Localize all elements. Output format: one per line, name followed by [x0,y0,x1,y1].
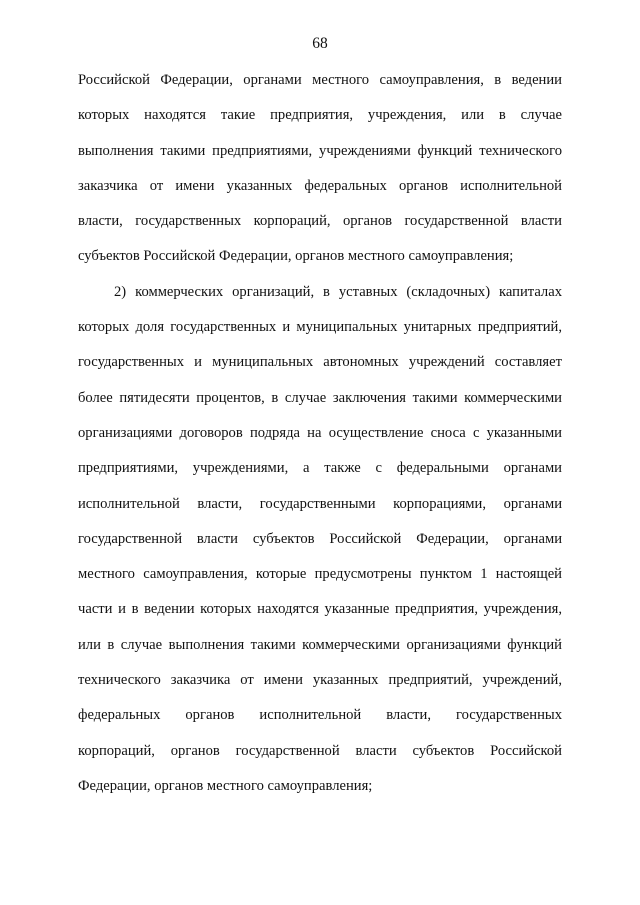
text-line: заказчика от имени указанных федеральных органов исполнительной [78,177,562,194]
text-line: субъектов Российской Федерации, органов местного самоуправления; [78,248,514,265]
text-line: Российской Федерации, органами местного самоуправления, в ведении [78,72,562,88]
page-number: 68 [312,35,328,52]
text-line: технического заказчика от имени указанных предприятий, учреждений, [78,672,562,689]
text-line: местного самоуправления, которые предусмотрены пунктом 1 настоящей [78,566,562,583]
text-line: которых находятся такие предприятия, учреждения, или в случае [78,107,562,124]
text-line: выполнения такими предприятиями, учреждениями функций технического [78,142,562,159]
text-line: части и в ведении которых находятся указанные предприятия, учреждения, [78,601,562,618]
text-line: организациями договоров подряда на осуществление сноса с указанными [78,424,562,441]
text-line: государственных и муниципальных автономных учреждений составляет [78,354,562,371]
text-line: исполнительной власти, государственными корпорациями, органами [78,495,562,512]
text-line: которых доля государственных и муниципальных унитарных предприятий, [78,319,562,336]
text-line: федеральных органов исполнительной власти, государственных [78,707,562,724]
text-line: более пятидесяти процентов, в случае заключения такими коммерческими [78,389,562,406]
text-line: 2) коммерческих организаций, в уставных (складочных) капиталах [114,283,562,300]
document-body [78,70,562,811]
text-line: предприятиями, учреждениями, а также с федеральными органами [78,460,562,477]
text-line: государственной власти субъектов Российской Федерации, органами [78,530,562,547]
paragraph-2 [78,282,562,811]
text-line: корпораций, органов государственной власти субъектов Российской [78,742,562,759]
text-line: Федерации, органов местного самоуправления; [78,777,373,794]
text-line: власти, государственных корпораций, органов государственной власти [78,213,562,230]
text-line: или в случае выполнения такими коммерческими организациями функций [78,636,562,653]
paragraph-1 [78,70,562,282]
